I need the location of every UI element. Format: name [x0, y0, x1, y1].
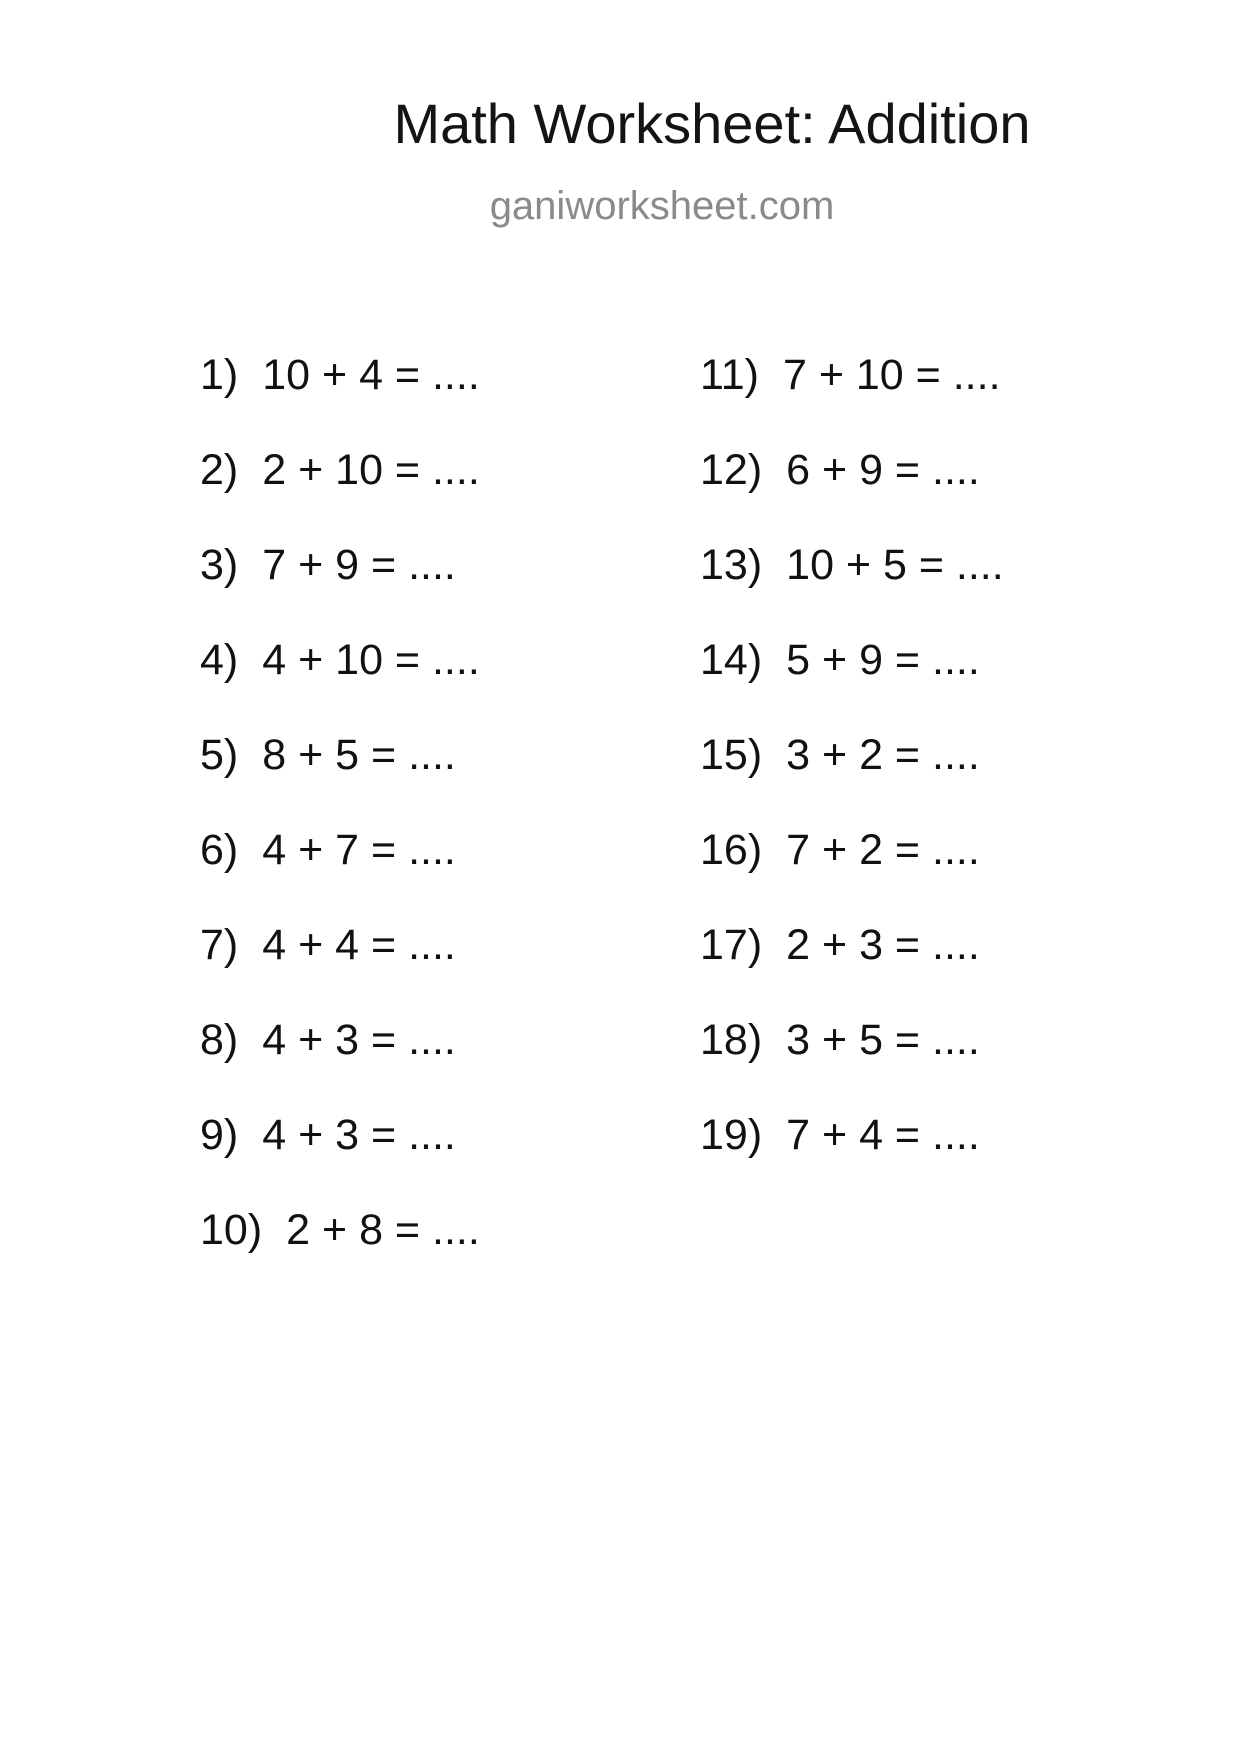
- problem-expression: 4 + 7 = ....: [262, 826, 456, 874]
- problem-item: [700, 636, 980, 684]
- problem-expression: 8 + 5 = ....: [262, 731, 456, 779]
- problem-expression: 7 + 4 = ....: [786, 1111, 980, 1159]
- problem-expression: 4 + 3 = ....: [262, 1016, 456, 1064]
- problem-number: 5): [200, 731, 239, 779]
- problem-item: [200, 636, 480, 684]
- problem-expression: 7 + 9 = ....: [262, 541, 456, 589]
- problem-item: [200, 1111, 456, 1159]
- problem-number: 6): [200, 826, 239, 874]
- problem-item: [200, 351, 480, 399]
- problem-number: 19): [700, 1111, 763, 1159]
- problem-number: 10): [200, 1206, 263, 1254]
- problem-expression: 2 + 10 = ....: [262, 446, 480, 494]
- problem-item: [200, 1016, 456, 1064]
- problem-item: [200, 731, 456, 779]
- problem-item: [700, 446, 980, 494]
- problem-number: 15): [700, 731, 763, 779]
- problem-expression: 4 + 10 = ....: [262, 636, 480, 684]
- problem-item: [200, 446, 480, 494]
- problem-item: [200, 1206, 480, 1254]
- problem-number: 18): [700, 1016, 763, 1064]
- problem-item: [700, 731, 980, 779]
- problem-item: [200, 921, 456, 969]
- page-title: Math Worksheet: Addition: [393, 92, 1031, 155]
- problem-item: [700, 1111, 980, 1159]
- site-url: ganiworksheet.com: [489, 184, 835, 228]
- problem-expression: 3 + 2 = ....: [786, 731, 980, 779]
- problem-expression: 4 + 4 = ....: [262, 921, 456, 969]
- problem-expression: 7 + 2 = ....: [786, 826, 980, 874]
- problem-expression: 2 + 8 = ....: [286, 1206, 480, 1254]
- problem-expression: 3 + 5 = ....: [786, 1016, 980, 1064]
- problem-number: 11): [700, 351, 759, 399]
- problem-number: 12): [700, 446, 763, 494]
- problem-number: 4): [200, 636, 239, 684]
- problem-item: [700, 351, 1001, 399]
- problem-item: [200, 826, 456, 874]
- problem-number: 14): [700, 636, 763, 684]
- problem-item: [700, 1016, 980, 1064]
- problem-expression: 4 + 3 = ....: [262, 1111, 456, 1159]
- problem-number: 16): [700, 826, 763, 874]
- problem-number: 8): [200, 1016, 239, 1064]
- problem-number: 2): [200, 446, 239, 494]
- problem-expression: 10 + 4 = ....: [262, 351, 480, 399]
- problem-item: [700, 921, 980, 969]
- problem-item: [200, 541, 456, 589]
- problem-number: 3): [200, 541, 239, 589]
- problem-expression: 6 + 9 = ....: [786, 446, 980, 494]
- problem-number: 9): [200, 1111, 239, 1159]
- problem-number: 13): [700, 541, 763, 589]
- problem-expression: 7 + 10 = ....: [782, 351, 1001, 399]
- problem-expression: 5 + 9 = ....: [786, 636, 980, 684]
- problem-item: [700, 826, 980, 874]
- problem-expression: 10 + 5 = ....: [786, 541, 1004, 589]
- problem-number: 1): [200, 351, 239, 399]
- problem-number: 17): [700, 921, 763, 969]
- problem-number: 7): [200, 921, 239, 969]
- problem-expression: 2 + 3 = ....: [786, 921, 980, 969]
- problem-item: [700, 541, 1004, 589]
